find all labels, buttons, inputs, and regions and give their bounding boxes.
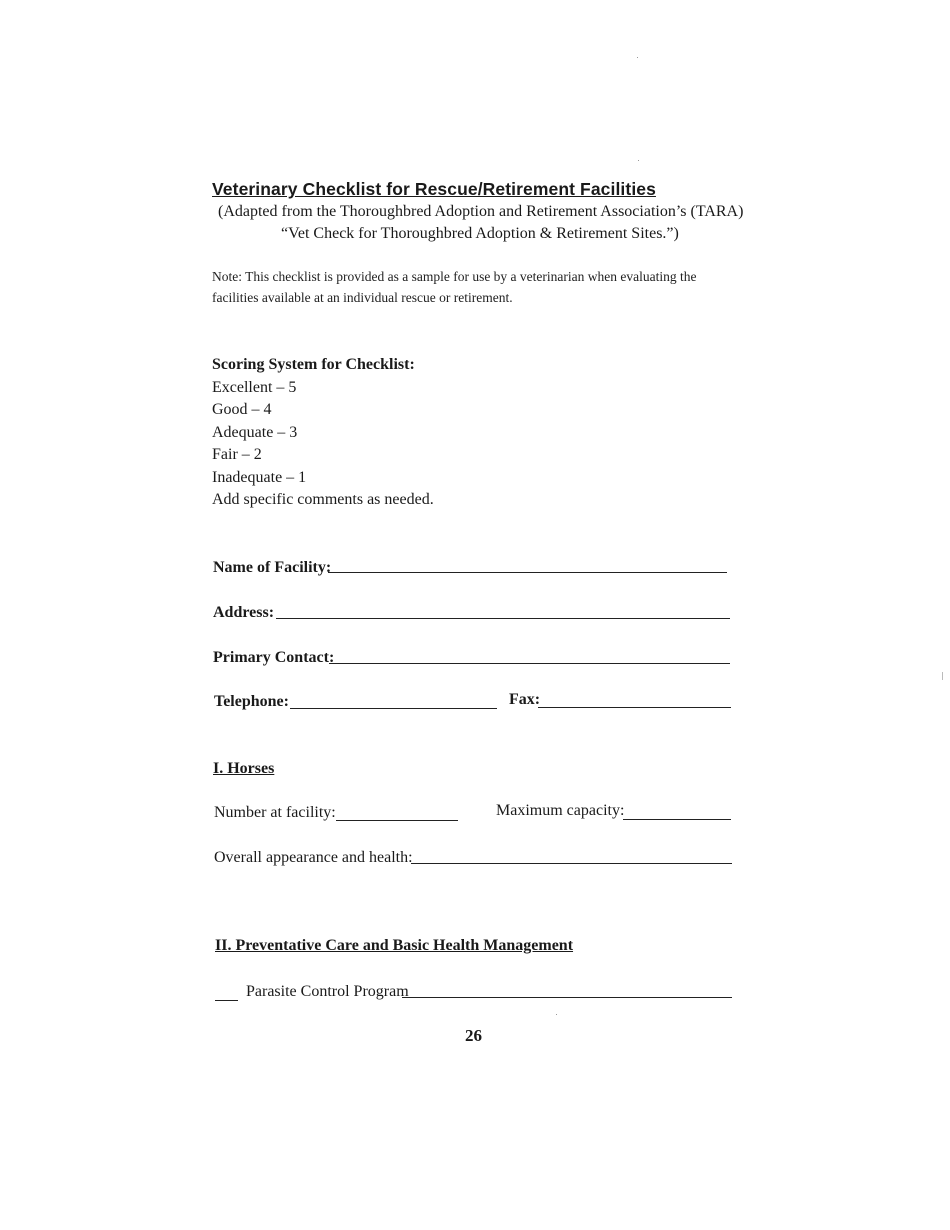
parasite-control-label: Parasite Control Program <box>246 983 409 1000</box>
document-title: Veterinary Checklist for Rescue/Retirement Facilities <box>212 179 656 199</box>
scan-speck <box>638 160 639 161</box>
parasite-control-score-field[interactable] <box>215 1000 238 1001</box>
scoring-item: Fair – 2 <box>212 446 262 463</box>
fax-label: Fax: <box>509 691 541 708</box>
address-label: Address: <box>213 604 275 621</box>
subtitle-line-2: “Vet Check for Thoroughbred Adoption & Retirement Sites.”) <box>281 225 679 242</box>
page-number: 26 <box>465 1026 482 1045</box>
scan-edge-mark <box>942 672 943 680</box>
note-line-1: Note: This checklist is provided as a sample for use by a veterinarian when evaluating the <box>212 269 697 284</box>
overall-appearance-label: Overall appearance and health: <box>214 849 413 866</box>
section-horses-heading: I. Horses <box>213 760 275 777</box>
facility-name-field[interactable] <box>328 572 727 573</box>
scoring-item: Adequate – 3 <box>212 424 298 441</box>
primary-contact-field[interactable] <box>329 663 730 664</box>
address-field[interactable] <box>276 618 730 619</box>
facility-name-label: Name of Facility: <box>213 559 332 576</box>
maximum-capacity-label: Maximum capacity: <box>496 802 625 819</box>
maximum-capacity-field[interactable] <box>623 819 731 820</box>
scan-speck <box>556 1014 557 1015</box>
scoring-item: Inadequate – 1 <box>212 469 307 486</box>
primary-contact-label: Primary Contact: <box>213 649 335 666</box>
scoring-footer: Add specific comments as needed. <box>212 491 434 508</box>
scoring-item: Excellent – 5 <box>212 379 297 396</box>
telephone-field[interactable] <box>290 708 497 709</box>
section-care-heading: II. Preventative Care and Basic Health Management <box>215 937 574 954</box>
number-at-facility-field[interactable] <box>336 820 458 821</box>
subtitle-line-1: (Adapted from the Thoroughbred Adoption and Retirement Association’s (TARA) <box>218 203 744 220</box>
scoring-item: Good – 4 <box>212 401 272 418</box>
scoring-heading: Scoring System for Checklist: <box>212 356 415 373</box>
number-at-facility-label: Number at facility: <box>214 804 336 821</box>
note-line-2: facilities available at an individual rescue or retirement. <box>212 290 513 305</box>
overall-appearance-field[interactable] <box>411 863 732 864</box>
parasite-control-comment-field[interactable] <box>402 997 732 998</box>
fax-field[interactable] <box>538 707 731 708</box>
telephone-label: Telephone: <box>214 693 289 710</box>
scan-speck <box>637 57 638 58</box>
